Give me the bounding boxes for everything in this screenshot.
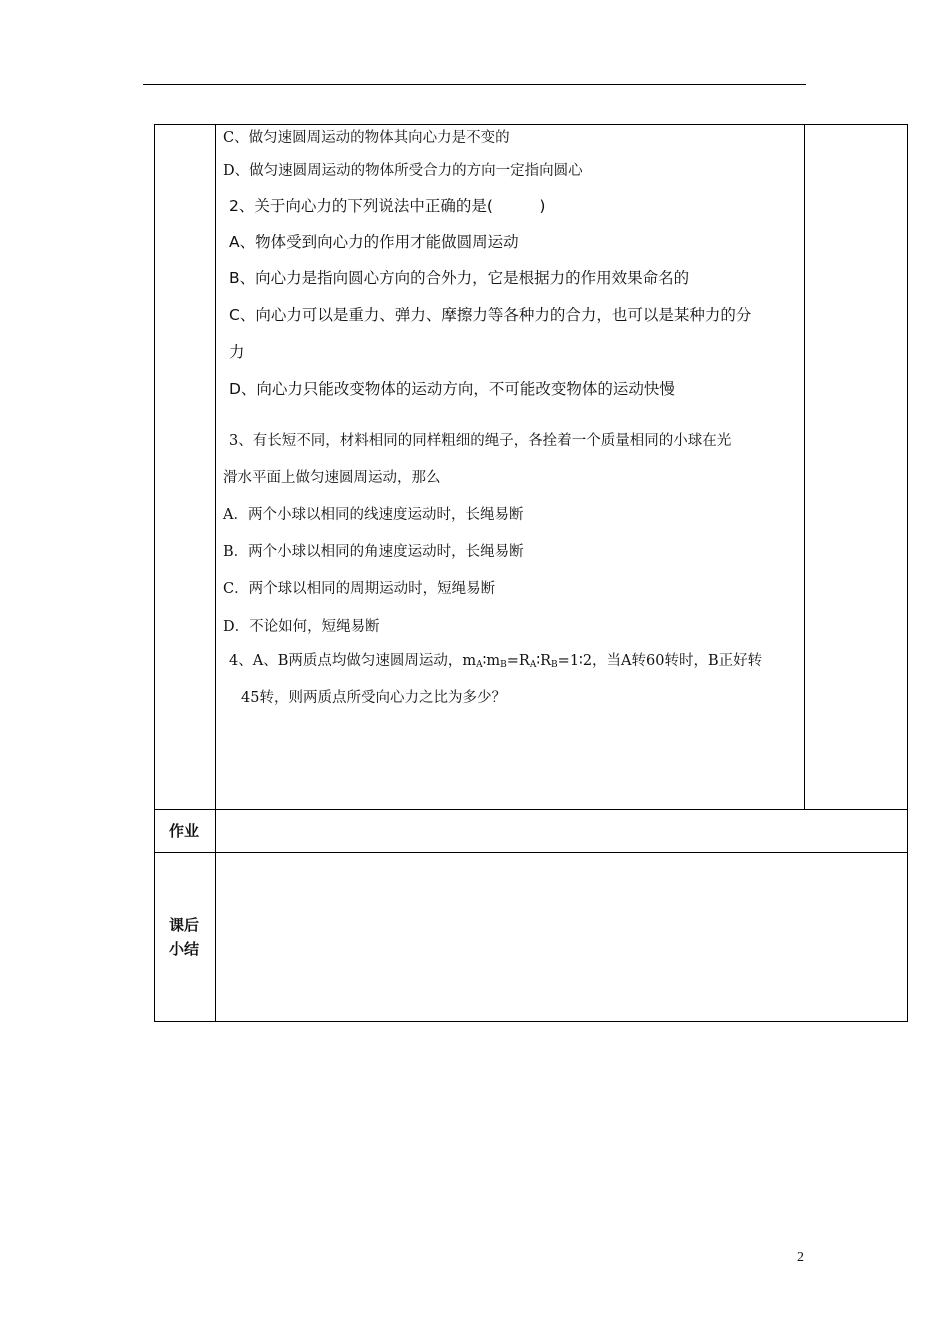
q1-option-d: D、做匀速圆周运动的物体所受合力的方向一定指向圆心 bbox=[223, 163, 583, 179]
q1-option-c: C、做匀速圆周运动的物体其向心力是不变的 bbox=[223, 130, 510, 146]
q2-option-c: C、向心力可以是重力、弹力、摩擦力等各种力的合力，也可以是某种力的分 bbox=[229, 306, 752, 324]
table-bottom-border bbox=[154, 1021, 908, 1022]
label-column-divider bbox=[215, 124, 216, 1022]
table-left-border bbox=[154, 124, 155, 1022]
q2-option-b: B、向心力是指向圆心方向的合外力，它是根据力的作用效果命名的 bbox=[229, 269, 690, 287]
q3-option-d: D．不论如何，短绳易断 bbox=[223, 619, 380, 635]
q4-stem-line2: 45转，则两质点所受向心力之比为多少？ bbox=[241, 690, 506, 706]
table-right-border bbox=[907, 124, 908, 1022]
q3-stem-line1: 3、有长短不同，材料相同的同样粗细的绳子，各拴着一个质量相同的小球在光 bbox=[229, 433, 732, 449]
header-rule bbox=[143, 84, 806, 85]
row-divider-homework bbox=[154, 852, 908, 853]
q3-option-b: B．两个小球以相同的角速度运动时，长绳易断 bbox=[223, 544, 524, 560]
q3-option-a: A．两个小球以相同的线速度运动时，长绳易断 bbox=[223, 507, 524, 523]
summary-label-line1: 课后 bbox=[169, 916, 200, 934]
notes-column-divider bbox=[804, 124, 805, 810]
summary-label-line2: 小结 bbox=[169, 940, 200, 958]
lesson-table bbox=[154, 124, 908, 1022]
q3-option-c: C．两个球以相同的周期运动时，短绳易断 bbox=[223, 581, 496, 597]
q2-option-c-continued: 力 bbox=[229, 343, 245, 361]
page-number: 2 bbox=[797, 1250, 804, 1265]
q2-option-a: A、物体受到向心力的作用才能做圆周运动 bbox=[229, 233, 519, 251]
row-divider-exercise bbox=[154, 809, 908, 810]
q2-stem: 2、关于向心力的下列说法中正确的是( ) bbox=[229, 197, 546, 215]
q2-option-d: D、向心力只能改变物体的运动方向，不可能改变物体的运动快慢 bbox=[229, 380, 675, 398]
table-top-border bbox=[154, 124, 908, 125]
homework-label: 作业 bbox=[169, 822, 200, 840]
q4-stem-line1: 4、A、B两质点均做匀速圆周运动，$m_A∶m_B=R_A∶R_B=1∶2$，当A转60转时，B正好转 bbox=[229, 653, 763, 670]
q3-stem-line2: 滑水平面上做匀速圆周运动，那么 bbox=[223, 470, 441, 486]
